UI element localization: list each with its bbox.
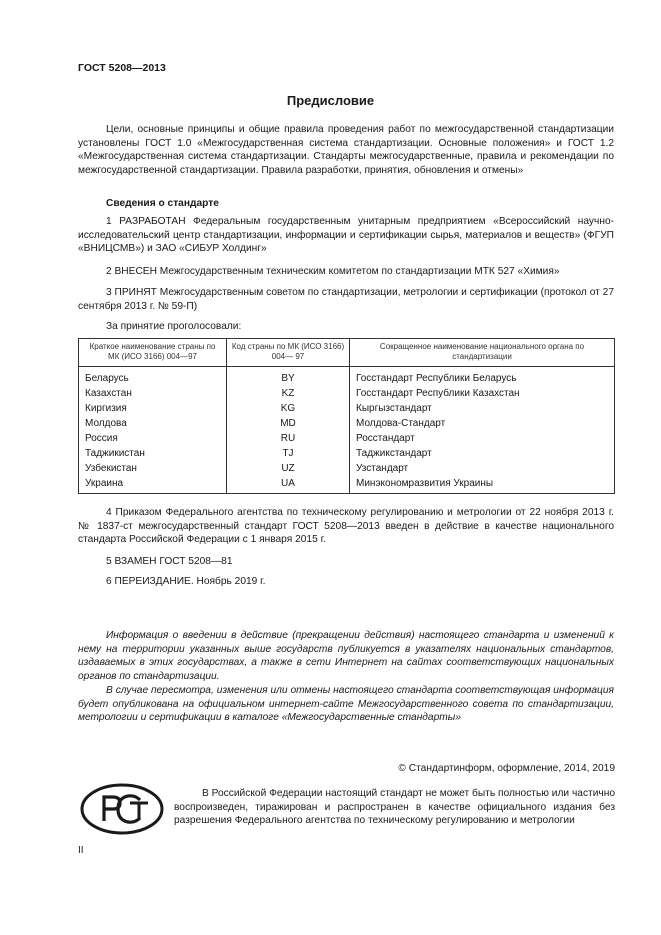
code-cell: KG: [227, 401, 350, 416]
code-cell: KZ: [227, 386, 350, 401]
country-cell: Молдова: [79, 416, 227, 431]
country-cell: Украина: [79, 476, 227, 494]
table-row: [79, 476, 615, 494]
body-cell: Узстандарт: [350, 461, 615, 476]
body-cell: Госстандарт Республики Казахстан: [350, 386, 615, 401]
header-code: Код страны по МК (ИСО 3166) 004— 97: [227, 339, 350, 367]
country-cell: Беларусь: [79, 367, 227, 387]
table-row: [79, 401, 615, 416]
code-cell: UZ: [227, 461, 350, 476]
body-cell: Кыргызстандарт: [350, 401, 615, 416]
voting-table: [78, 338, 615, 494]
body-cell: Молдова-Стандарт: [350, 416, 615, 431]
body-cell: Минэкономразвития Украины: [350, 476, 615, 494]
item-3: 3 ПРИНЯТ Межгосударственным советом по стандартизации, метрологии и сертификации (протокол от 27 сентября 2013 г. № 59-П): [78, 287, 614, 312]
table-row: [79, 431, 615, 446]
header-body: Сокращенное наименование национального органа по стандартизации: [350, 339, 615, 367]
info-paragraph-1: Информация о введении в действие (прекращении действия) настоящего стандарта и изменений к нему на территории указанных выше государств публикуется в указателях национальных стандартов, издаваемых в этих государствах, а также в сети Интернет на сайтах соответствующих национальных органов по стандартизации.: [78, 630, 614, 682]
table-header-row: [79, 339, 615, 367]
code-cell: RU: [227, 431, 350, 446]
country-cell: Узбекистан: [79, 461, 227, 476]
page-number: II: [78, 845, 84, 856]
table-row: [79, 416, 615, 431]
section-title: Сведения о стандарте: [106, 198, 219, 209]
body-cell: Росстандарт: [350, 431, 615, 446]
country-cell: Россия: [79, 431, 227, 446]
country-cell: Казахстан: [79, 386, 227, 401]
rst-logo-icon: [80, 783, 164, 835]
code-cell: TJ: [227, 446, 350, 461]
item-4: 4 Приказом Федерального агентства по техническому регулированию и метрологии от 22 ноября 2013 г. № 1837-ст межгосударственный стандарт ГОСТ 5208—2013 введен в действие в качестве национального стандарта Российской Федерации с 1 января 2015 г.: [78, 507, 614, 546]
country-cell: Таджикистан: [79, 446, 227, 461]
intro-paragraph: Цели, основные принципы и общие правила проведения работ по межгосударственной стандартизации установлены ГОСТ 1.0 «Межгосударственная система стандартизации. Основные положения» и ГОСТ 1.2 «Межгосударственная система стандартизации. Стандарты межгосударственные, правила и рекомендации по межгосударственной стандартизации. Правила разработки, принятия, обновления и отмены»: [78, 124, 614, 176]
copyright-notice: В Российской Федерации настоящий стандарт не может быть полностью или частично воспроизведен, тиражирован и распространен в качестве официального издания без разрешения Федерального агентства по техническому регулированию и метрологии: [174, 788, 615, 827]
code-cell: MD: [227, 416, 350, 431]
info-paragraph-2: В случае пересмотра, изменения или отмены настоящего стандарта соответствующая информация будет опубликована на официальном интернет-сайте Межгосударственного совета по стандартизации, метрологии и сертификации в каталоге «Межгосударственные стандарты»: [78, 685, 614, 724]
item-5: 5 ВЗАМЕН ГОСТ 5208—81: [106, 556, 233, 567]
table-row: [79, 386, 615, 401]
table-row: [79, 461, 615, 476]
copyright: © Стандартинформ, оформление, 2014, 2019: [398, 763, 615, 774]
voted-label: За принятие проголосовали:: [106, 321, 242, 332]
body-cell: Таджикстандарт: [350, 446, 615, 461]
body-cell: Госстандарт Республики Беларусь: [350, 367, 615, 387]
table-row: [79, 446, 615, 461]
header-country: Краткое наименование страны по МК (ИСО 3166) 004—97: [79, 339, 227, 367]
code-cell: UA: [227, 476, 350, 494]
document-code: ГОСТ 5208—2013: [78, 62, 166, 74]
page-title: Предисловие: [286, 93, 375, 108]
item-1: 1 РАЗРАБОТАН Федеральным государственным унитарным предприятием «Всероссийский научно-исследовательский центр стандартизации, информации и сертификации сырья, материалов и веществ» (ФГУП «ВНИЦСМВ») и ЗАО «СИБУР Холдинг»: [78, 216, 614, 255]
table-row: [79, 367, 615, 387]
item-2: 2 ВНЕСЕН Межгосударственным техническим комитетом по стандартизации МТК 527 «Химия»: [106, 266, 560, 277]
country-cell: Киргизия: [79, 401, 227, 416]
code-cell: BY: [227, 367, 350, 387]
item-6: 6 ПЕРЕИЗДАНИЕ. Ноябрь 2019 г.: [106, 576, 266, 587]
